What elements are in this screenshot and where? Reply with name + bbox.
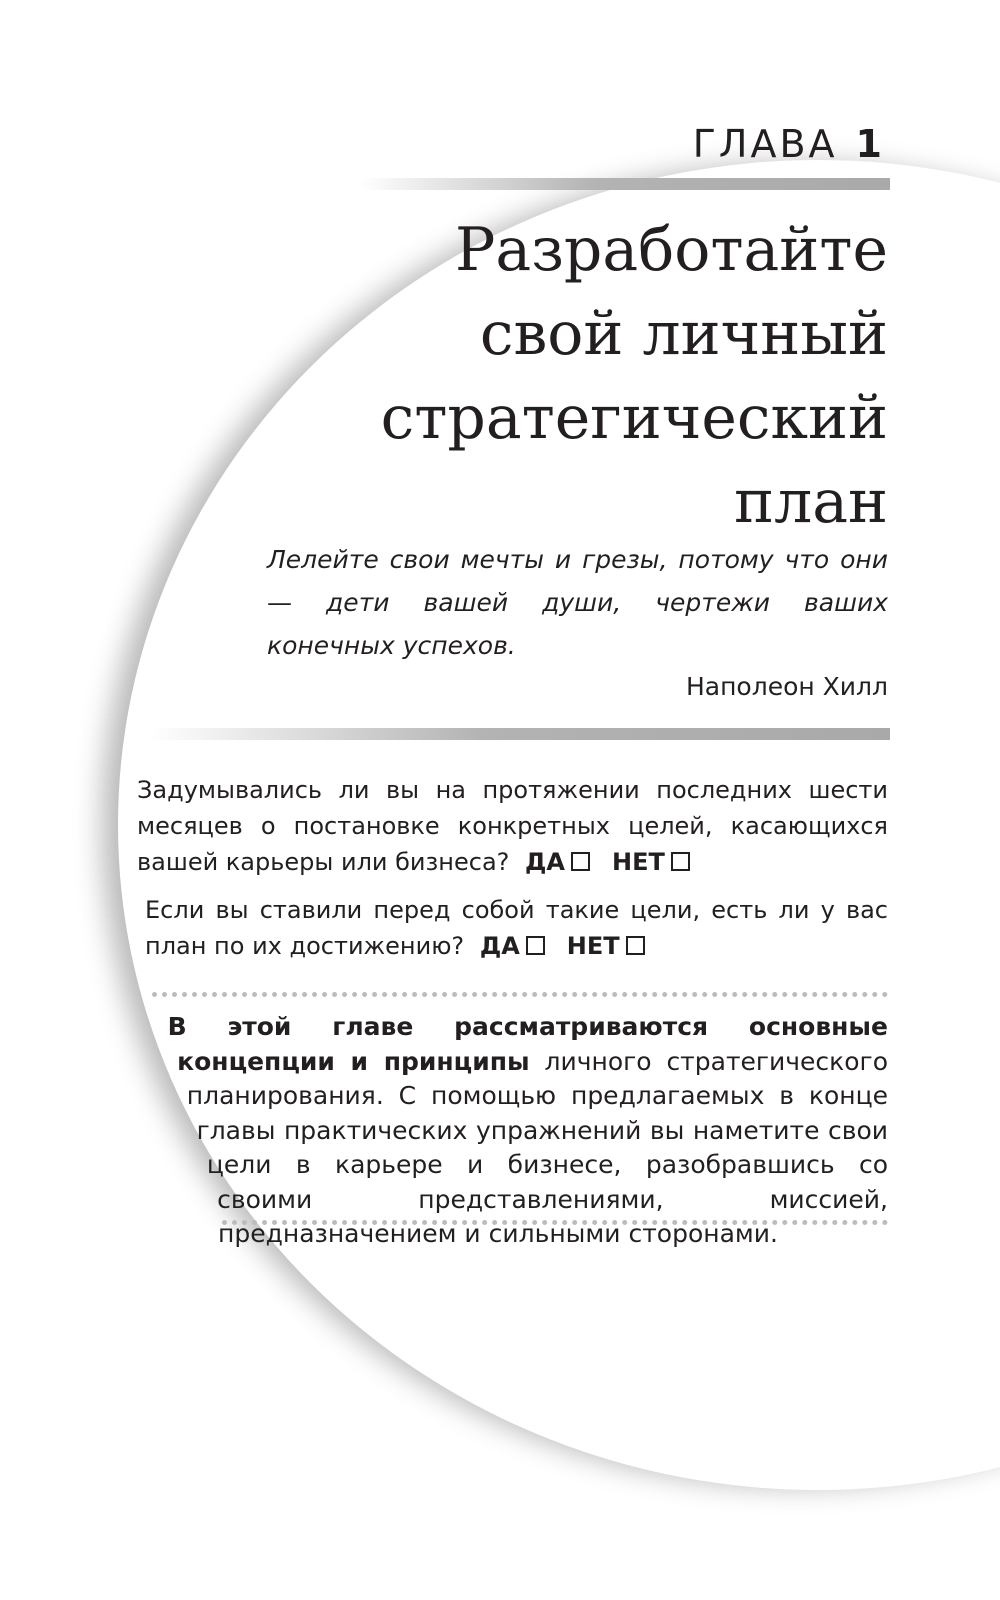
title-line: свой личный [479, 299, 888, 369]
epigraph-quote: Лелейте свои мечты и грезы, потому что они — дети вашей души, чертежи ваших конечных успехов. [267, 545, 888, 660]
question-1 [137, 772, 888, 880]
chapter-heading [693, 122, 882, 166]
summary-top-dotted-rule [152, 992, 888, 997]
yes-checkbox[interactable] [526, 936, 545, 955]
chapter-summary [158, 1010, 888, 1252]
question-text: Если вы ставили перед собой такие цели, есть ли у вас план по их достижению? [145, 896, 888, 960]
title-line: Разработайте [455, 215, 888, 285]
yes-checkbox[interactable] [571, 852, 590, 871]
summary-text: личного стратегического планирования. С помощью предлагаемых в конце главы практических упражнений вы наметите свои цели в карьере и бизнесе, разобравшись со своими представлениями, миссией, предназначением и сильными сторонами. [186, 1046, 888, 1248]
no-checkbox[interactable] [626, 936, 645, 955]
no-checkbox[interactable] [671, 852, 690, 871]
title-line: план [734, 467, 888, 537]
yes-label: ДА [525, 848, 565, 876]
epigraph-author: Наполеон Хилл [685, 672, 888, 701]
yes-label: ДА [479, 932, 520, 960]
chapter-number: 1 [855, 122, 882, 166]
yes-option[interactable] [525, 848, 604, 876]
no-label: НЕТ [611, 848, 665, 876]
summary-bottom-dotted-rule [222, 1220, 888, 1225]
no-option[interactable] [567, 932, 659, 960]
title-line: стратегический [380, 383, 888, 453]
no-label: НЕТ [566, 932, 620, 960]
question-text: Задумывались ли вы на протяжении последних шести месяцев о постановке конкретных целей, касающихся вашей карьеры или бизнеса? [137, 776, 888, 876]
chapter-label: ГЛАВА [692, 122, 838, 166]
no-option[interactable] [612, 848, 704, 876]
yes-option[interactable] [480, 932, 559, 960]
question-2 [145, 892, 888, 964]
summary-bold-lead: В этой главе рассматриваются основные концепции и принципы [167, 1012, 888, 1076]
chapter-title [288, 208, 888, 544]
epigraph-bottom-rule [150, 728, 890, 740]
chapter-top-rule [360, 178, 890, 190]
